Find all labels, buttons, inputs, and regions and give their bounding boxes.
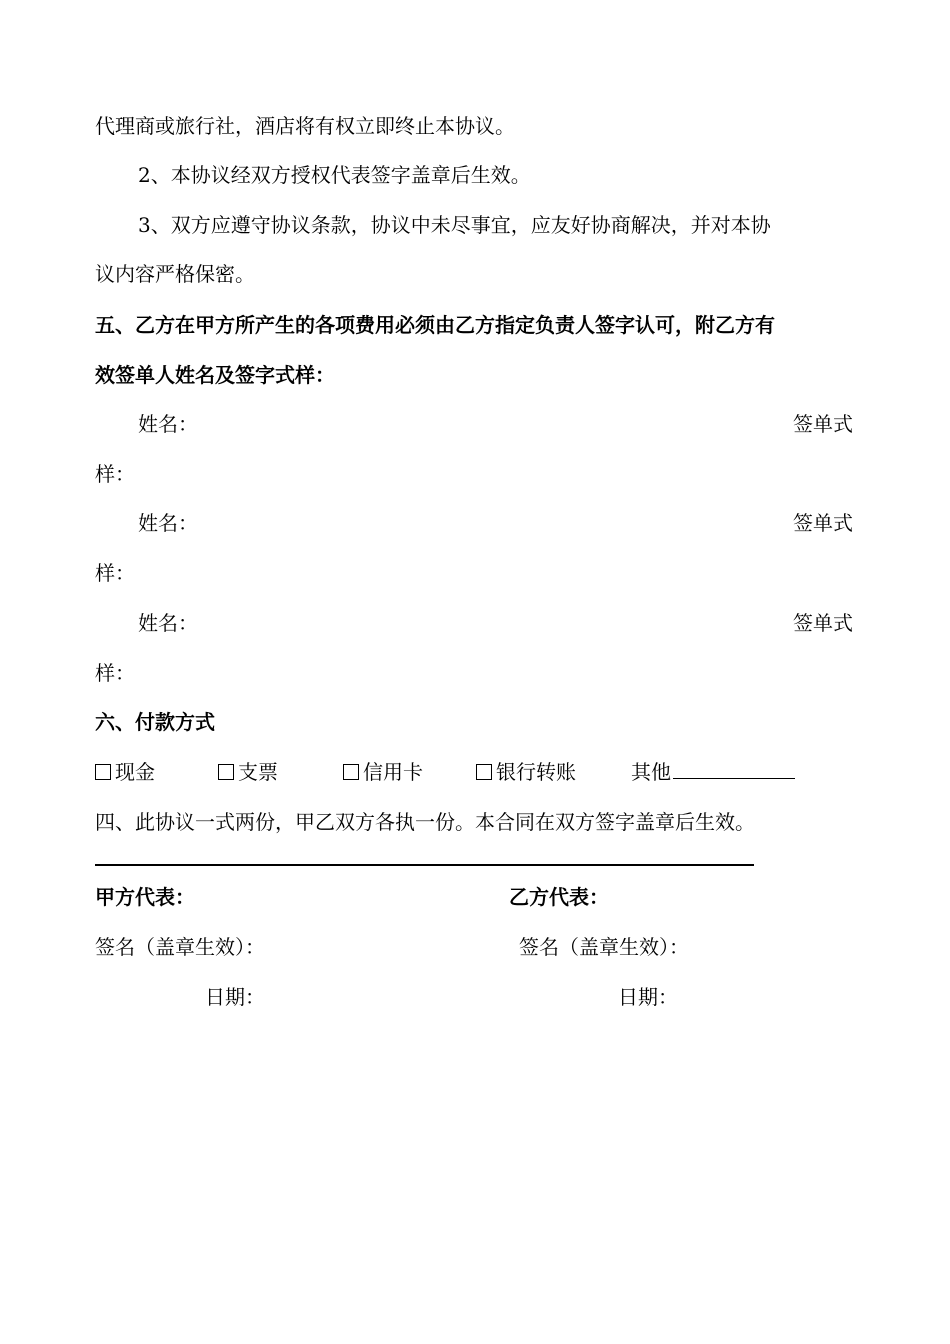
divider-line <box>95 864 754 866</box>
signer-name-label-2: 姓名： <box>138 511 198 535</box>
copies-clause: 四、此协议一式两份，甲乙双方各执一份。本合同在双方签字盖章后生效。 <box>95 810 755 834</box>
other-blank-line[interactable] <box>673 758 795 779</box>
payment-option-cheque[interactable]: 支票 <box>218 758 278 786</box>
signature-sample-label-1-cont: 样： <box>95 462 135 486</box>
signer-name-label-3: 姓名： <box>138 611 198 635</box>
signature-sample-label-2-cont: 样： <box>95 561 135 585</box>
party-a-rep-label: 甲方代表： <box>95 885 195 909</box>
checkbox-icon[interactable] <box>343 764 359 780</box>
payment-option-bank-transfer[interactable]: 银行转账 <box>476 758 576 786</box>
party-a-date-label: 日期： <box>205 985 265 1009</box>
section-5-heading-continuation: 效签单人姓名及签字式样： <box>95 363 335 387</box>
clause-3: 3、双方应遵守协议条款，协议中未尽事宜，应友好协商解决，并对本协 <box>138 213 771 237</box>
checkbox-icon[interactable] <box>476 764 492 780</box>
checkbox-icon[interactable] <box>218 764 234 780</box>
payment-option-cash[interactable]: 现金 <box>95 758 155 786</box>
section-5-heading: 五、乙方在甲方所产生的各项费用必须由乙方指定负责人签字认可，附乙方有 <box>95 313 775 337</box>
signature-sample-label-2: 签单式 <box>793 511 853 535</box>
signer-name-label-1: 姓名： <box>138 412 198 436</box>
party-a-signature-label: 签名（盖章生效）： <box>95 935 265 959</box>
paragraph-continuation: 代理商或旅行社，酒店将有权立即终止本协议。 <box>95 114 515 138</box>
signature-sample-label-3: 签单式 <box>793 611 853 635</box>
clause-3-continuation: 议内容严格保密。 <box>95 262 255 286</box>
party-b-signature-label: 签名（盖章生效）： <box>519 935 689 959</box>
payment-options <box>95 758 815 786</box>
party-b-rep-label: 乙方代表： <box>509 885 609 909</box>
party-b-date-label: 日期： <box>618 985 678 1009</box>
payment-option-credit-card[interactable]: 信用卡 <box>343 758 423 786</box>
signature-sample-label-1: 签单式 <box>793 412 853 436</box>
signature-sample-label-3-cont: 样： <box>95 661 135 685</box>
checkbox-icon[interactable] <box>95 764 111 780</box>
clause-2: 2、本协议经双方授权代表签字盖章后生效。 <box>138 163 531 187</box>
section-6-heading: 六、付款方式 <box>95 710 215 734</box>
payment-option-other[interactable]: 其他 <box>631 758 795 786</box>
